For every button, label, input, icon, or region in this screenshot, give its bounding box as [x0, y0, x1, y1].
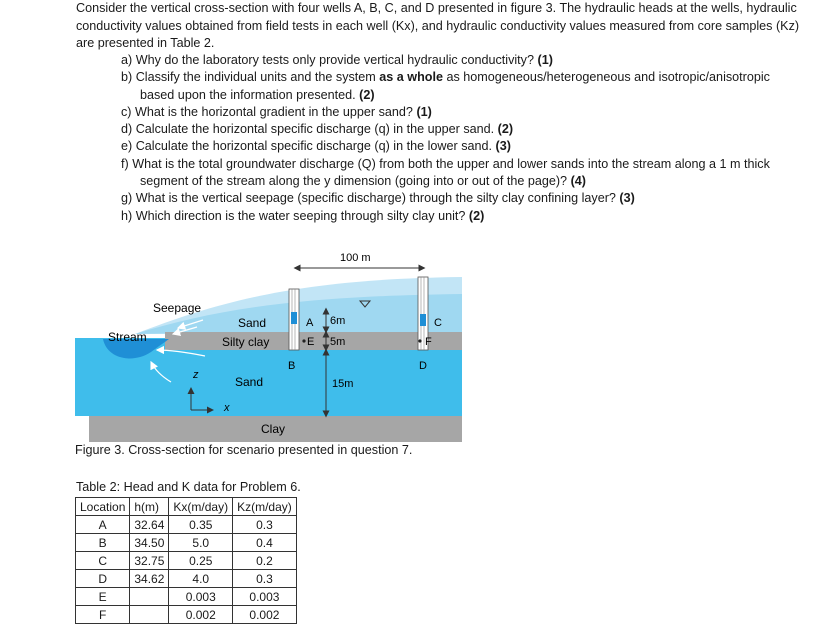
location-cell: A [76, 516, 130, 534]
kx-cell: 0.35 [169, 516, 233, 534]
table-row [76, 534, 297, 552]
z-axis-label: z [193, 369, 199, 381]
kx-cell: 4.0 [169, 570, 233, 588]
x-axis-label: x [224, 402, 230, 414]
screen-c [420, 314, 426, 326]
well-f-label: F [425, 336, 432, 348]
well-d-label: D [419, 360, 427, 372]
point-f-marker [418, 339, 421, 342]
kz-cell: 0.002 [233, 606, 297, 624]
location-cell: E [76, 588, 130, 606]
question-e: e) Calculate the horizontal specific discharge (q) in the lower sand. (3) [121, 139, 511, 154]
head-cell [130, 588, 169, 606]
well-a-label: A [306, 317, 314, 329]
question-f: f) What is the total groundwater discharge (Q) from both the upper and lower sands into the stream along a 1 m thick segment of the stream along the y dimension (going into or out of the page)? (4) [121, 156, 770, 189]
question-a: a) Why do the laboratory tests only provide vertical hydraulic conductivity? (1) [121, 53, 553, 67]
screen-a [291, 312, 297, 324]
five-m-label: 5m [330, 336, 346, 348]
seepage-label: Seepage [153, 301, 202, 315]
head-cell: 34.62 [130, 570, 169, 588]
kx-cell: 0.002 [169, 606, 233, 624]
col-kz: Kz(m/day) [233, 498, 297, 516]
table-row [76, 570, 297, 588]
location-cell: C [76, 552, 130, 570]
point-e-marker [302, 339, 305, 342]
location-cell: D [76, 570, 130, 588]
kx-cell: 5.0 [169, 534, 233, 552]
table-row [76, 606, 297, 624]
stream-label: Stream [108, 330, 147, 344]
well-c-label: C [434, 317, 442, 329]
kz-cell: 0.4 [233, 534, 297, 552]
location-cell: B [76, 534, 130, 552]
fifteen-m-label: 15m [332, 378, 354, 390]
head-cell [130, 606, 169, 624]
kz-cell: 0.3 [233, 516, 297, 534]
table-row [76, 516, 297, 534]
col-head: h(m) [130, 498, 169, 516]
table-caption: Table 2: Head and K data for Problem 6. [76, 480, 301, 494]
location-cell: F [76, 606, 130, 624]
question-d: d) Calculate the horizontal specific discharge (q) in the upper sand. (2) [121, 122, 514, 137]
question-h: h) Which direction is the water seeping through silty clay unit? (2) [121, 208, 485, 223]
col-location: Location [76, 498, 130, 516]
six-m-label: 6m [330, 315, 346, 327]
kz-cell: 0.003 [233, 588, 297, 606]
figure-caption: Figure 3. Cross-section for scenario presented in question 7. [75, 443, 413, 457]
clay-label: Clay [261, 422, 286, 436]
kz-cell: 0.3 [233, 570, 297, 588]
question-b: b) Classify the individual units and the system as a whole as homogeneous/heterogeneous and isotropic/anisotropic based upon the information presented. (2) [121, 70, 770, 102]
head-k-table [75, 497, 297, 624]
lower-sand-label: Sand [235, 375, 264, 389]
kx-cell: 0.25 [169, 552, 233, 570]
question-c: c) What is the horizontal gradient in the upper sand? (1) [121, 104, 432, 119]
question-g: g) What is the vertical seepage (specific discharge) through the silty clay confining layer? (3) [121, 191, 635, 206]
upper-sand-label: Sand [238, 316, 267, 330]
well-b-label: B [288, 360, 296, 372]
head-cell: 32.64 [130, 516, 169, 534]
table-header-row [76, 498, 297, 516]
table-row [76, 588, 297, 606]
cross-section-figure [75, 244, 470, 444]
table-row [76, 552, 297, 570]
head-cell: 32.75 [130, 552, 169, 570]
kx-cell: 0.003 [169, 588, 233, 606]
intro-paragraph: Consider the vertical cross-section with four wells A, B, C, and D presented in figure 3. The hydraulic heads at the wells, hydraulic conductivity values obtained from field tests in each well (Kx), and hydraulic conductivity values measured from core samples (Kz) are presented in Table 2. [76, 1, 800, 50]
question-list [121, 52, 801, 225]
col-kx: Kx(m/day) [169, 498, 233, 516]
well-e-label: E [307, 336, 315, 348]
head-cell: 34.50 [130, 534, 169, 552]
kz-cell: 0.2 [233, 552, 297, 570]
distance-label: 100 m [340, 252, 371, 264]
silty-clay-label: Silty clay [222, 335, 270, 349]
